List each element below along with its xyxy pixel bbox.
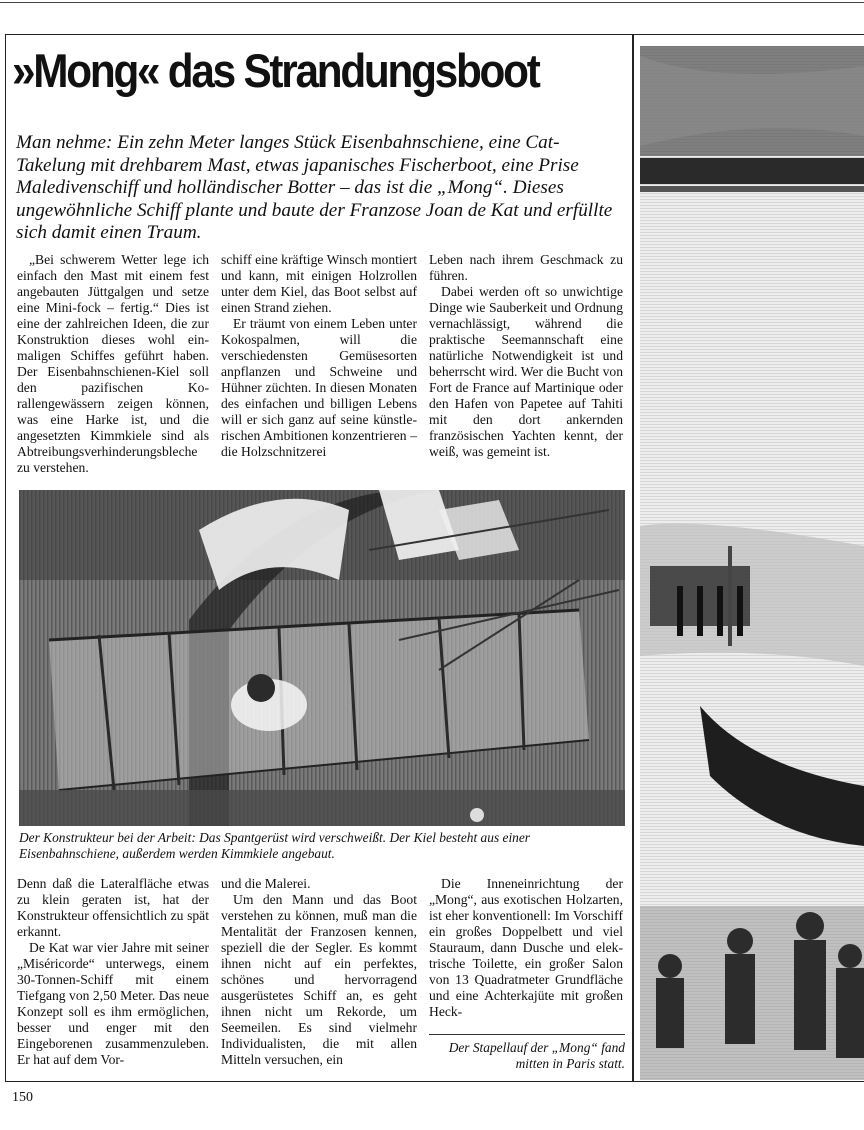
launch-photo xyxy=(640,46,864,1080)
workshop-photo-illustration xyxy=(19,490,625,826)
paragraph: Um den Mann und das Boot verstehen zu können, muß man die Mentalität der Franzosen kennen, speziell die der Segler. Es kommt ihnen nicht auf ein perfektes, schönes und hervorragend ausgerüstetes Schiff an, es geht ihnen nicht um Rekorde, um Seemeilen. Es sind vielmehr Individualisten, die mit allen Mitteln versuchen, ein xyxy=(221,892,417,1067)
side-photo-caption: Der Stapellauf der „Mong“ fand mitten in Paris statt. xyxy=(448,1040,625,1071)
top-rule xyxy=(0,2,864,3)
paragraph: Leben nach ihrem Geschmack zu führen. xyxy=(429,252,623,283)
paragraph: „Bei schwerem Wetter lege ich einfach den Mast mit einem fest angebauten Jüttgalgen und setze eine Mini-fock – fertig.“ Dies ist eine der zahlreichen Ideen, die zur Konstruktion dieses wohl einmaligen Schiffes geführt haben. Der Eisenbahnschienen-Kiel soll den pazifischen Korallengewässern zeigen können, was eine Harke ist, und die angesetzten Kimmkiele sind als Abtreibungsverhinderungsbleche zu verstehen. xyxy=(17,252,209,475)
paragraph: De Kat war vier Jahre mit seiner „Miséricorde“ unterwegs, einem 30-Tonnen-Schiff mit einem Tiefgang von 2,50 Meter. Das neue Konzept soll es ihm ermöglichen, besser und enger mit den Eingeborenen zusammenzuleben. Er hat auf dem Vor- xyxy=(17,940,209,1067)
text-column-4 xyxy=(17,876,209,1068)
paragraph: Die Inneneinrichtung der „Mong“, aus exotischen Holzarten, ist eher konventionell: Im Vorschiff ein großes Doppelbett und viel Stauraum, dann Dusche und elektrische Toilette, ein großer Salon von 13 Quadratmeter Grundfläche und eine Achterkajüte mit großen Heck- xyxy=(429,876,623,1019)
caption-rule xyxy=(429,1034,625,1035)
text-column-6 xyxy=(429,876,623,1020)
text-column-3 xyxy=(429,252,623,460)
photo-caption: Der Konstrukteur bei der Arbeit: Das Spantgerüst wird verschweißt. Der Kiel besteht aus einer Eisenbahnschiene, außerdem werden Kimmkiele angebaut. xyxy=(19,830,531,861)
workshop-photo xyxy=(19,490,625,826)
lede-paragraph: Man nehme: Ein zehn Meter langes Stück Eisenbahnschiene, eine Cat-Takelung mit drehbarem Mast, etwas japanisches Fischerboot, eine Prise Maledivenschiff und holländischer Botter – das ist die „Mong“. Dieses ungewöhnliche Schiff plante und baute der Franzose Joan de Kat und erfüllte sich damit einen Traum. xyxy=(16,132,613,243)
paragraph: schiff eine kräftige Winsch montiert und kann, mit einigen Holzrollen unter dem Kiel, das Boot selbst auf einen Strand ziehen. xyxy=(221,252,418,315)
text-column-1 xyxy=(17,252,209,476)
headline: »Mong« das Strandungsboot xyxy=(12,44,539,97)
paragraph: und die Malerei. xyxy=(221,876,311,891)
column-separator xyxy=(632,34,634,1082)
text-column-2 xyxy=(221,252,417,460)
text-column-5 xyxy=(221,876,417,1068)
paragraph: Denn daß die Lateralfläche etwas zu klein geraten ist, hat der Konstrukteur offensichtlich zu spät erkannt. xyxy=(17,876,209,939)
page-number: 150 xyxy=(12,1090,33,1105)
paragraph: Dabei werden oft so unwichtige Dinge wie Sauberkeit und Ordnung vernachlässigt, während die praktische Seemannschaft eine natürliche Notwendigkeit ist und beherrscht wird. Wer die Bucht von Fort de France auf Martinique oder den Hafen von Papetee auf Tahiti mit den dort ankernden französischen Yachten kennt, der weiß, was gemeint ist. xyxy=(429,284,623,459)
launch-photo-illustration xyxy=(640,46,864,1080)
paragraph: Er träumt von einem Leben unter Kokospalmen, will die verschiedensten Gemüsesorten anpflanzen und Schweine und Hühner züchten. In diesen Monaten des einfachen und billigen Lebens will er sich ganz auf seine künstlerischen Ambitionen konzentrieren – die Holzschnitzerei xyxy=(221,316,417,459)
